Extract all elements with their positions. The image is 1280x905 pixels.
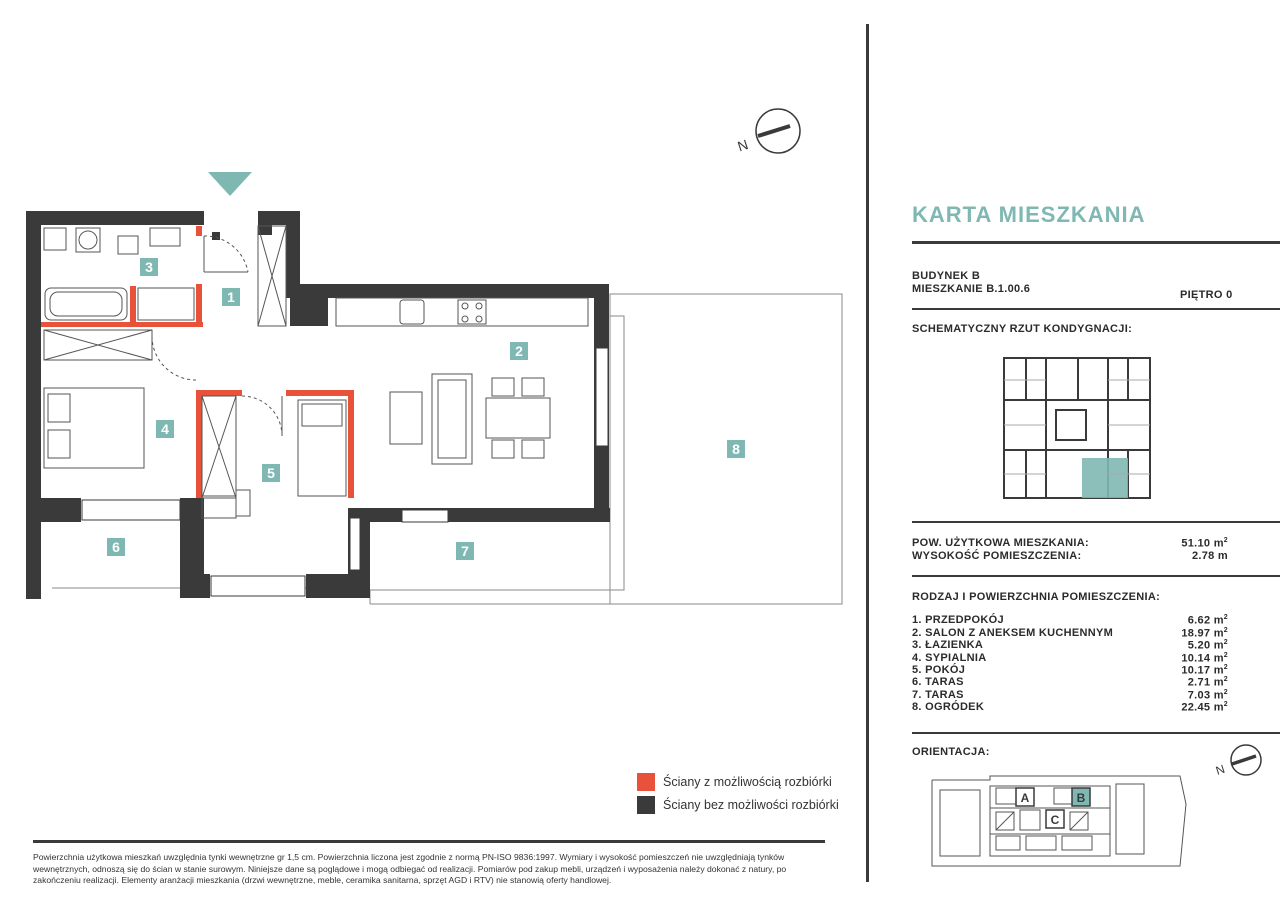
block-a-label: A — [1020, 791, 1030, 805]
rooms-label: RODZAJ I POWIERZCHNIA POMIESZCZENIA: — [912, 591, 1161, 603]
room-row: 6. TARAS 2.71 $m^2$ — [912, 676, 1228, 689]
room-tag-8: 8 — [732, 441, 740, 457]
floor-label: PIĘTRO 0 — [1180, 289, 1233, 301]
terrace-outlines — [52, 294, 842, 604]
usable-area-label: POW. UŻYTKOWA MIESZKANIA: — [912, 537, 1089, 549]
rule-4 — [912, 732, 1280, 734]
door-leaves — [204, 236, 282, 436]
building-label: BUDYNEK B — [912, 270, 981, 282]
page-title: KARTA MIESZKANIA — [912, 202, 1146, 227]
room-row: 3. ŁAZIENKA 5.20 $m^2$ — [912, 639, 1228, 652]
room-tag-5: 5 — [267, 465, 275, 481]
room-tag-4: 4 — [161, 421, 169, 437]
room-row: 4. SYPIALNIA 10.14 $m^2$ — [912, 652, 1228, 665]
orientation-compass-icon — [1210, 742, 1266, 782]
room-tag-7: 7 — [461, 543, 469, 559]
orientation-site-map — [930, 774, 1190, 870]
room-tag-3: 3 — [145, 259, 153, 275]
schematic-label: SCHEMATYCZNY RZUT KONDYGNACJI: — [912, 323, 1133, 335]
title-rule — [912, 241, 1280, 244]
room-tag-1: 1 — [227, 289, 235, 305]
legend-removable-label: Ściany z możliwością rozbiórki — [663, 775, 832, 789]
room-tag-6: 6 — [112, 539, 120, 555]
usable-area-value: 51.10 m — [1181, 537, 1224, 550]
legend-removable-swatch — [637, 773, 655, 791]
room-row: 7. TARAS 7.03 $m^2$ — [912, 689, 1228, 702]
room-height-value: 2.78 m — [1191, 550, 1228, 562]
room-height-row — [912, 550, 1228, 562]
compass-icon — [736, 109, 800, 155]
vertical-divider — [866, 24, 869, 882]
apartment-label: MIESZKANIE B.1.00.6 — [912, 283, 1031, 295]
footer-rule — [33, 840, 825, 843]
rule-2 — [912, 521, 1280, 523]
fixtures — [44, 226, 588, 518]
room-row: 1. PRZEDPOKÓJ 6.62 $m^2$ — [912, 614, 1228, 627]
removable-walls — [41, 226, 354, 498]
schematic-highlight — [1082, 458, 1128, 498]
legend-fixed-label: Ściany bez możliwości rozbiórki — [663, 798, 839, 812]
footer-note: Powierzchnia użytkowa mieszkań uwzględnia tynki wewnętrzne gr 1,5 cm. Powierzchnia liczona jest zgodnie z normą PN-ISO 9836:1997. Wymiary i wysokość pomieszczeń nie uwzględniają tynków wewnętrznych, odnoszą się do ścian w stanie surowym. Niniejsze dane są poglądowe i mogą odbiegać od realizacji. Pomiarów pod zakup mebli, urządzeń i wyposażenia należy dokonać z natury, po zakończeniu realizacji. Elementy aranżacji mieszkania (drzwi wewnętrzne, meble, ceramika sanitarna, sprzęt AGD i RTV) nie stanowią oferty handlowej. — [33, 852, 787, 885]
room-row: 5. POKÓJ 10.17 $m^2$ — [912, 664, 1228, 677]
usable-area-row: POW. UŻYTKOWA MIESZKANIA: 51.10 $m^2$ — [912, 537, 1228, 550]
windows — [82, 348, 608, 596]
orientation-north-label: N — [1214, 761, 1227, 778]
room-tag-2: 2 — [515, 343, 523, 359]
rule-1 — [912, 308, 1280, 310]
compass-north-label: N — [735, 136, 751, 155]
orientation-label: ORIENTACJA: — [912, 746, 990, 758]
room-height-label: WYSOKOŚĆ POMIESZCZENIA: — [912, 550, 1082, 562]
legend-fixed-swatch — [637, 796, 655, 814]
room-row: 8. OGRÓDEK 22.45 $m^2$ — [912, 701, 1228, 714]
room-row: 2. SALON Z ANEKSEM KUCHENNYM 18.97 $m^2$ — [912, 627, 1228, 640]
rule-3 — [912, 575, 1280, 577]
door-swings — [152, 236, 282, 436]
entrance-arrow-icon — [208, 172, 252, 196]
schematic-floor-plan — [996, 350, 1158, 506]
block-b-label: B — [1076, 791, 1086, 805]
block-c-label: C — [1050, 813, 1060, 827]
